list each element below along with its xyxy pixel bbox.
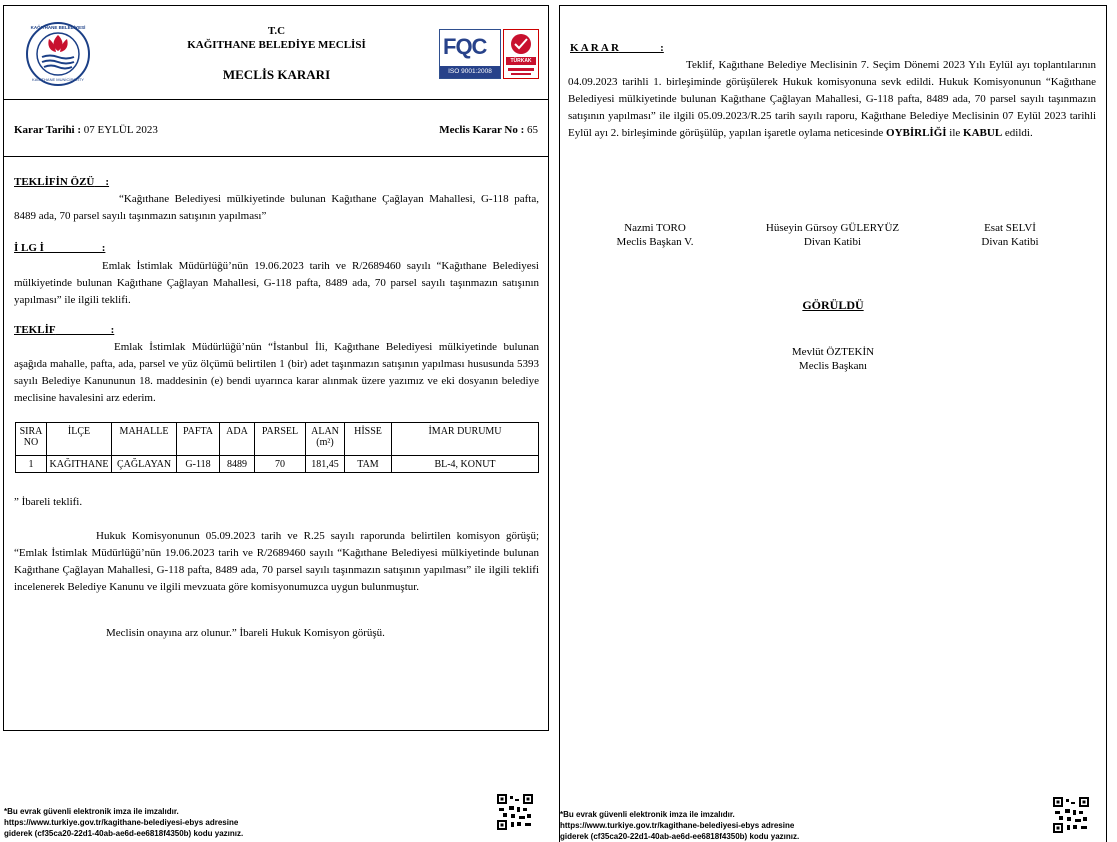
section-heading-teklif: TEKLİF : <box>14 324 115 336</box>
table-cell: KAĞITHANE <box>47 456 112 473</box>
decision-number-value: 65 <box>527 124 538 136</box>
goruldu-heading: GÖRÜLDÜ <box>802 298 864 312</box>
signatory-title: Meclis Başkan V. <box>616 236 694 248</box>
turkak-emblem-icon <box>504 30 538 78</box>
page-title: MECLİS KARARI <box>222 67 331 82</box>
table-cell: TAM <box>345 456 392 473</box>
table-row <box>16 456 539 473</box>
teklif-text: Emlak İstimlak Müdürlüğü’nün “İstanbul İli, Kağıthane Belediyesi mülkiyetinde bulunan aşağıda mahalle, pafta, ada, parsel ve yüz ölçümü belirtilen 1 (bir) adet taşınmazın satışının yapılması hususunda 5393 sayılı Belediye Kanununun 18. maddesinin (e) bendi uyarınca karar alınmak üzere yazımız ve eki dosyanın belediye meclisine havalesini arz ederim. <box>14 341 539 404</box>
table-header-cell: İLÇE <box>47 423 112 456</box>
karar-text <box>568 57 1096 142</box>
karar-ile: ile <box>949 127 961 139</box>
table-header-cell: SIRA NO <box>16 423 47 456</box>
decision-number-label: Meclis Karar No : <box>439 124 525 136</box>
ilgi-text: Emlak İstimlak Müdürlüğü’nün 19.06.2023 tarih ve R/2689460 sayılı “Kağıthane Belediyesi mülkiyetinde bulunan Kağıthane Çağlayan Mahallesi, G-118 pafta, 8489 ada, 70 parsel sayılı taşınmazın satışının yapılması” ile ilgili teklifi. <box>14 260 539 306</box>
signatory-name: Nazmi TORO <box>624 222 686 234</box>
karar-body: Teklif, Kağıthane Belediye Meclisinin 7. Seçim Dönemi 2023 Yılı Eylül ayı toplantılarının 04.09.2023 tarihli 1. birleşiminde görüşülerek Hukuk komisyonuna sevk edildi. Hukuk Komisyonunun “Kağıthane Belediyesi mülkiyetinde bulunan Kağıthane Çağlayan Mahallesi, G-118 pafta, 8489 ada, 70 parsel sayılı taşınmazın satışının yapılması” ile ilgili 05.09.2023/R.25 tarih sayılı raporu, Kağıthane Belediye Meclisinin 07 Eylül 2023 tarihli Eylül ayı 2. birleşiminde görüşülüp, yapılan işaretle oylama neticesinde <box>568 59 1096 139</box>
table-cell: G-118 <box>177 456 220 473</box>
signature-block <box>580 221 730 249</box>
property-table <box>15 422 539 473</box>
esignature-footer-left <box>4 806 243 839</box>
turkak-logo-text: TÜRKAK <box>510 58 532 64</box>
decision-date-label: Karar Tarihi : <box>14 124 82 136</box>
footer-line: *Bu evrak güvenli elektronik imza ile imzalıdır. <box>560 810 735 819</box>
table-cell: 8489 <box>220 456 255 473</box>
table-header-cell: İMAR DURUMU <box>392 423 539 456</box>
section-heading-ilgi: İ LG İ : <box>14 242 106 254</box>
qr-code-icon <box>497 794 533 830</box>
table-header-cell: PARSEL <box>255 423 306 456</box>
karar-end: edildi. <box>1004 127 1033 139</box>
table-cell: BL-4, KONUT <box>392 456 539 473</box>
table-cell: 1 <box>16 456 47 473</box>
table-header-cell: MAHALLE <box>112 423 177 456</box>
goruldu-signature-block <box>560 345 1106 373</box>
header-council: KAĞITHANE BELEDİYE MECLİSİ <box>187 39 366 51</box>
ozu-text: “Kağıthane Belediyesi mülkiyetinde bulunan Kağıthane Çağlayan Mahallesi, G-118 pafta, 8489 ada, 70 parsel sayılı taşınmazın satışının yapılması” <box>14 193 539 222</box>
signatory-name: Esat SELVİ <box>984 222 1036 234</box>
karar-accepted: KABUL <box>963 127 1003 139</box>
decision-page-left <box>3 5 549 731</box>
footer-link[interactable]: https://www.turkiye.gov.tr/kagithane-belediyesi-ebys adresine <box>560 821 795 830</box>
ibareli-text: ” İbareli teklifi. <box>14 496 83 508</box>
signature-block <box>745 221 920 249</box>
signatory-name: Mevlüt ÖZTEKİN <box>791 346 875 358</box>
footer-line: giderek (cf35ca20-22d1-40ab-ae6d-ee6818f4350b) kodu yazınız. <box>560 832 800 841</box>
footer-line: giderek (cf35ca20-22d1-40ab-ae6d-ee6818f4350b) kodu yazınız. <box>4 829 244 838</box>
table-cell: 181,45 <box>306 456 345 473</box>
table-header-cell: ALAN (m²) <box>306 423 345 456</box>
karar-heading: K A R A R : <box>570 42 664 54</box>
meta-divider <box>4 156 548 157</box>
komisyon-text: Hukuk Komisyonunun 05.09.2023 tarih ve R.25 sayılı raporunda belirtilen komisyon görüşü; “Emlak İstimlak Müdürlüğü’nün 19.06.2023 tarih ve R/2689460 sayılı “Kağıthane Belediyesi mülkiyetinde bulunan Kağıthane Çağlayan Mahallesi, G-118 pafta, 8489 ada, 70 parsel sayılı taşınmazın satışının yapılması” ile ilgili teklifi incelenerek Belediye Kanunu ve ilgili mevzuata göre komisyonumuzca uygun bulunmuştur. <box>14 530 539 593</box>
table-cell: ÇAĞLAYAN <box>112 456 177 473</box>
header-divider <box>4 99 548 100</box>
footer-line: *Bu evrak güvenli elektronik imza ile imzalıdır. <box>4 807 179 816</box>
signatory-title: Divan Katibi <box>981 236 1039 248</box>
esignature-footer-right <box>560 809 799 842</box>
signatory-name: Hüseyin Gürsoy GÜLERYÜZ <box>765 222 900 234</box>
decision-number <box>439 124 538 136</box>
karar-vote-result: OYBİRLİĞİ <box>886 127 947 139</box>
arz-text: Meclisin onayına arz olunur.” İbareli Hukuk Komisyon görüşü. <box>106 627 385 639</box>
signatory-title: Meclis Başkanı <box>798 360 868 372</box>
turkak-accreditation-logo <box>503 29 539 79</box>
fqc-logo-text: FQC <box>443 34 487 59</box>
table-cell: 70 <box>255 456 306 473</box>
table-header-cell: HİSSE <box>345 423 392 456</box>
decision-date <box>14 124 158 136</box>
section-heading-ozu: TEKLİFİN ÖZÜ : <box>14 176 110 188</box>
table-header-cell: PAFTA <box>177 423 220 456</box>
table-header-row <box>16 423 539 456</box>
footer-link[interactable]: https://www.turkiye.gov.tr/kagithane-belediyesi-ebys adresine <box>4 818 239 827</box>
municipality-logo <box>25 21 91 87</box>
logo-top-text: KAĞITHANE BELEDİYESİ <box>30 25 86 30</box>
header-tc: T.C <box>267 25 286 37</box>
fqc-iso-text: ISO 9001:2008 <box>440 66 500 78</box>
qr-code-icon <box>1053 797 1089 833</box>
decision-page-right <box>559 5 1107 842</box>
fqc-certification-logo <box>439 29 501 79</box>
table-header-cell: ADA <box>220 423 255 456</box>
signatory-title: Divan Katibi <box>803 236 862 248</box>
signature-block <box>945 221 1075 249</box>
logo-bottom-text: KAĞITHANE MUNİCİPALİTY <box>32 77 84 82</box>
decision-date-value: 07 EYLÜL 2023 <box>83 124 158 136</box>
